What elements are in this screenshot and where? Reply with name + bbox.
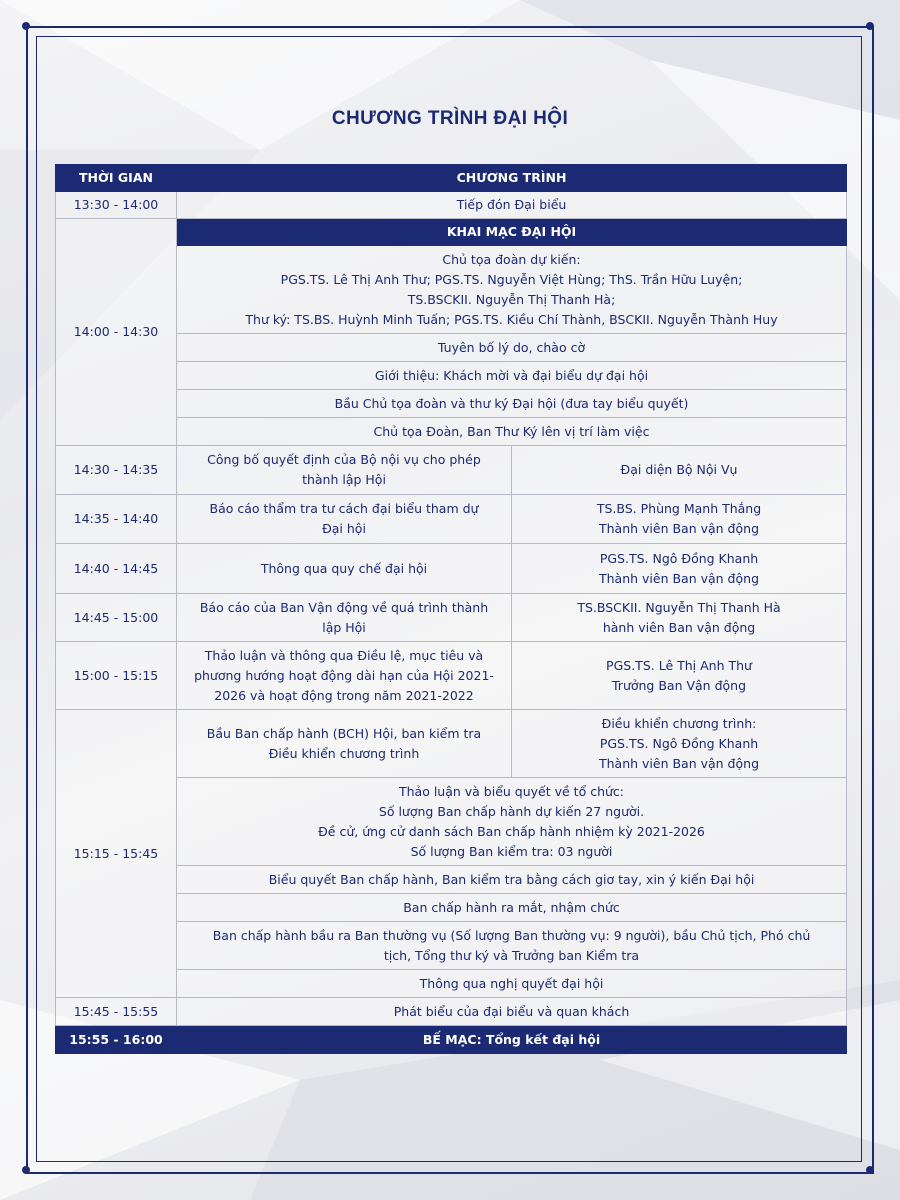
time-cell: 15:45 - 15:55 bbox=[56, 998, 177, 1026]
program-cell: Tuyên bố lý do, chào cờ bbox=[177, 334, 847, 362]
activity-cell bbox=[177, 495, 512, 544]
activity-cell bbox=[177, 446, 512, 495]
text-line: Đại diện Bộ Nội Vụ bbox=[620, 462, 738, 477]
program-cell: Phát biểu của đại biểu và quan khách bbox=[177, 998, 847, 1026]
time-cell: 14:40 - 14:45 bbox=[56, 544, 177, 594]
text-line: Thảo luận và biểu quyết về tổ chức: bbox=[398, 783, 625, 799]
header-time: THỜI GIAN bbox=[56, 165, 177, 192]
program-cell: Tiếp đón Đại biểu bbox=[177, 192, 847, 219]
text-line: Thông qua quy chế đại hội bbox=[260, 560, 428, 576]
text-line: PGS.TS. Ngô Đồng Khanh bbox=[599, 735, 759, 751]
header-program: CHƯƠNG TRÌNH bbox=[177, 165, 847, 192]
table-row bbox=[56, 219, 847, 246]
time-cell: 15:55 - 16:00 bbox=[56, 1026, 177, 1054]
text-line: hành viên Ban vận động bbox=[602, 619, 756, 635]
table-row bbox=[56, 998, 847, 1026]
program-cell: Giới thiệu: Khách mời và đại biểu dự đại hội bbox=[177, 362, 847, 390]
text-line: TS.BS. Phùng Mạnh Thắng bbox=[596, 501, 762, 516]
text-line: Thư ký: TS.BS. Huỳnh Minh Tuấn; PGS.TS. Kiều Chí Thành, BSCKII. Nguyễn Thành Huy bbox=[245, 311, 778, 327]
text-line: lập Hội bbox=[322, 619, 366, 635]
text-line: Thành viên Ban vận động bbox=[598, 755, 760, 771]
program-cell: Bầu Chủ tọa đoàn và thư ký Đại hội (đưa tay biểu quyết) bbox=[177, 390, 847, 418]
time-cell: 15:15 - 15:45 bbox=[56, 710, 177, 998]
table-row bbox=[56, 710, 847, 778]
activity-cell bbox=[177, 544, 512, 594]
text-line: Điều khiển chương trình: bbox=[601, 715, 757, 731]
presenter-cell bbox=[512, 495, 847, 544]
text-line: Đề cử, ứng cử danh sách Ban chấp hành nhiệm kỳ 2021-2026 bbox=[318, 823, 705, 839]
text-line: Trưởng Ban Vận động bbox=[612, 677, 747, 693]
presenter-cell bbox=[512, 446, 847, 495]
table-header-row bbox=[56, 165, 847, 192]
text-line: PGS.TS. Lê Thị Anh Thư; PGS.TS. Nguyễn Việt Hùng; ThS. Trần Hữu Luyện; bbox=[280, 271, 743, 287]
text-line: Thành viên Ban vận động bbox=[598, 521, 760, 536]
text-line: Số lượng Ban kiểm tra: 03 người bbox=[410, 843, 613, 859]
time-cell: 14:00 - 14:30 bbox=[56, 219, 177, 446]
activity-cell bbox=[177, 642, 512, 710]
presenter-cell bbox=[512, 594, 847, 642]
presenter-cell bbox=[512, 642, 847, 710]
text-line: Báo cáo thẩm tra tư cách đại biểu tham dự bbox=[209, 501, 479, 516]
activity-cell bbox=[177, 710, 512, 778]
closing-cell: BẾ MẠC: Tổng kết đại hội bbox=[177, 1026, 847, 1054]
activity-cell bbox=[177, 594, 512, 642]
text-line: Thành viên Ban vận động bbox=[598, 570, 760, 586]
program-cell bbox=[177, 922, 847, 970]
text-line: Báo cáo của Ban Vận động về quá trình thành bbox=[199, 599, 489, 615]
text-line: 2026 và hoạt động trong năm 2021-2022 bbox=[214, 687, 474, 703]
text-line: TS.BSCKII. Nguyễn Thị Thanh Hà; bbox=[407, 291, 616, 307]
program-cell: Biểu quyết Ban chấp hành, Ban kiểm tra bằng cách giơ tay, xin ý kiến Đại hội bbox=[177, 866, 847, 894]
presenter-cell bbox=[512, 710, 847, 778]
text-line: Công bố quyết định của Bộ nội vụ cho phép bbox=[207, 452, 481, 467]
time-cell: 13:30 - 14:00 bbox=[56, 192, 177, 219]
table-row bbox=[56, 544, 847, 594]
program-table bbox=[55, 164, 847, 1054]
text-line: Thảo luận và thông qua Điều lệ, mục tiêu và bbox=[204, 647, 484, 663]
page-title: CHƯƠNG TRÌNH ĐẠI HỘI bbox=[331, 108, 569, 129]
text-line: Chủ tọa đoàn dự kiến: bbox=[442, 251, 581, 267]
time-cell: 14:35 - 14:40 bbox=[56, 495, 177, 544]
corner-dot bbox=[22, 22, 30, 30]
time-cell: 14:45 - 15:00 bbox=[56, 594, 177, 642]
closing-row bbox=[56, 1026, 847, 1054]
text-line: Số lượng Ban chấp hành dự kiến 27 người. bbox=[378, 803, 645, 819]
text-line: phương hướng hoạt động dài hạn của Hội 2021- bbox=[194, 667, 494, 683]
text-line: Ban chấp hành bầu ra Ban thường vụ (Số lượng Ban thường vụ: 9 người), bầu Chủ tịch, Phó chủ bbox=[212, 927, 811, 943]
text-line: Điều khiển chương trình bbox=[268, 745, 420, 761]
table-row bbox=[56, 594, 847, 642]
text-line: TS.BSCKII. Nguyễn Thị Thanh Hà bbox=[577, 599, 781, 615]
time-cell: 15:00 - 15:15 bbox=[56, 642, 177, 710]
time-cell: 14:30 - 14:35 bbox=[56, 446, 177, 495]
program-cell: Ban chấp hành ra mắt, nhậm chức bbox=[177, 894, 847, 922]
presenter-cell bbox=[512, 544, 847, 594]
program-cell: Thông qua nghị quyết đại hội bbox=[177, 970, 847, 998]
table-row bbox=[56, 446, 847, 495]
text-line: Đại hội bbox=[322, 521, 366, 536]
text-line: PGS.TS. Lê Thị Anh Thư bbox=[606, 657, 752, 673]
table-row bbox=[56, 495, 847, 544]
table-row bbox=[56, 642, 847, 710]
table-row bbox=[56, 192, 847, 219]
text-line: tịch, Tổng thư ký và Trưởng ban Kiểm tra bbox=[383, 947, 640, 963]
program-cell: Chủ tọa Đoàn, Ban Thư Ký lên vị trí làm việc bbox=[177, 418, 847, 446]
corner-dot bbox=[866, 1166, 874, 1174]
text-line: PGS.TS. Ngô Đồng Khanh bbox=[599, 550, 759, 566]
text-line: thành lập Hội bbox=[302, 472, 386, 487]
presidium-cell bbox=[177, 246, 847, 334]
opening-band: KHAI MẠC ĐẠI HỘI bbox=[177, 219, 847, 246]
discussion-cell bbox=[177, 778, 847, 866]
corner-dot bbox=[866, 22, 874, 30]
corner-dot bbox=[22, 1166, 30, 1174]
text-line: Bầu Ban chấp hành (BCH) Hội, ban kiểm tra bbox=[206, 725, 482, 741]
